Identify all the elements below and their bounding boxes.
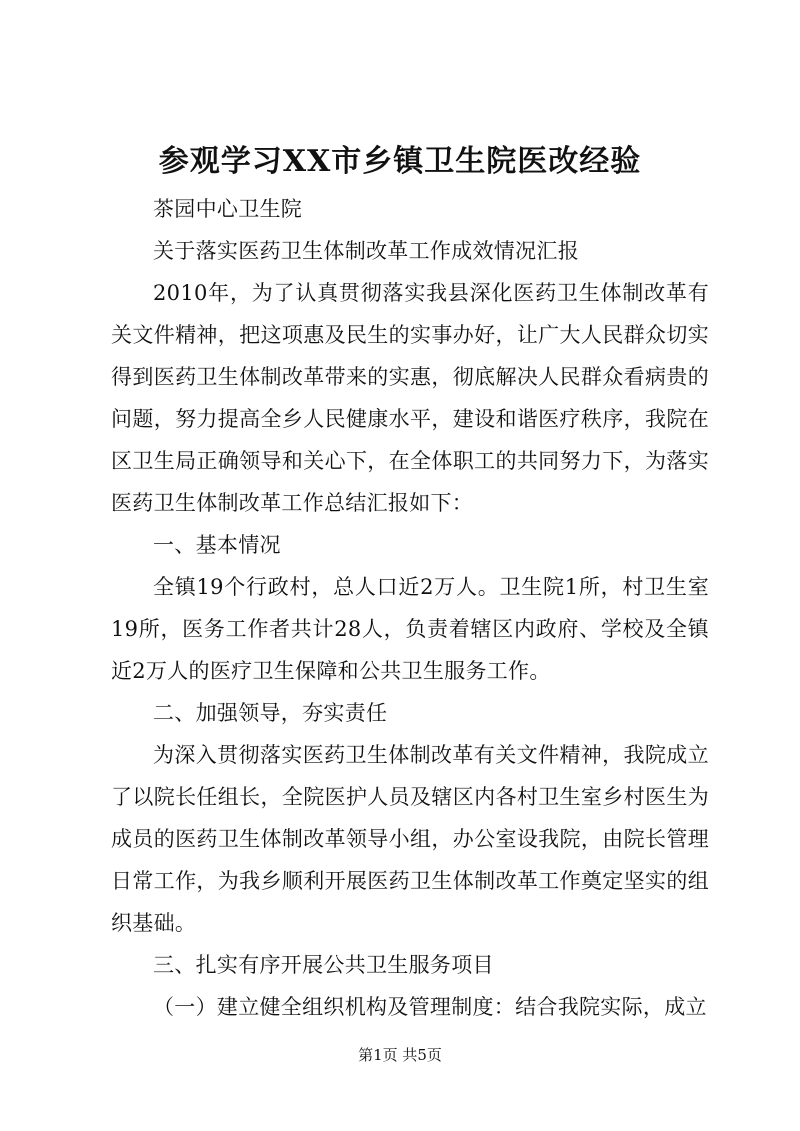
paragraph: 关于落实医药卫生体制改革工作成效情况汇报 — [153, 239, 579, 263]
section-heading: 二、加强领导，夯实责任 — [153, 701, 388, 725]
section-heading: 一、基本情况 — [153, 533, 281, 557]
paragraph: 为深入贯彻落实医药卫生体制改革有关文件精神，我院成立了以院长任组长，全院医护人员及辖区内各村卫生室乡村医生为成员的医药卫生体制改革领导小组，办公室设我院，由院长管理日常工作，为我乡顺利开展医药卫生体制改革工作奠定坚实的组织基础。 — [111, 743, 709, 935]
page-footer: 第1页 共5页 — [358, 1046, 442, 1064]
document-title: 参观学习XX市乡镇卫生院医改经验 — [158, 144, 642, 179]
paragraph: 全镇19个行政村，总人口近2万人。卫生院1所，村卫生室19所，医务工作者共计28人，负责着辖区内政府、学校及全镇近2万人的医疗卫生保障和公共卫生服务工作。 — [111, 575, 709, 683]
paragraph: 茶园中心卫生院 — [153, 197, 303, 221]
document-body — [111, 188, 709, 1028]
paragraph: 2010年，为了认真贯彻落实我县深化医药卫生体制改革有关文件精神，把这项惠及民生的实事办好，让广大人民群众切实得到医药卫生体制改革带来的实惠，彻底解决人民群众看病贵的问题，努力提高全乡人民健康水平，建设和谐医疗秩序，我院在区卫生局正确领导和关心下，在全体职工的共同努力下，为落实医药卫生体制改革工作总结汇报如下： — [111, 281, 709, 515]
paragraph: （一）建立健全组织机构及管理制度：结合我院实际，成立 — [153, 995, 707, 1019]
section-heading: 三、扎实有序开展公共卫生服务项目 — [153, 953, 494, 977]
